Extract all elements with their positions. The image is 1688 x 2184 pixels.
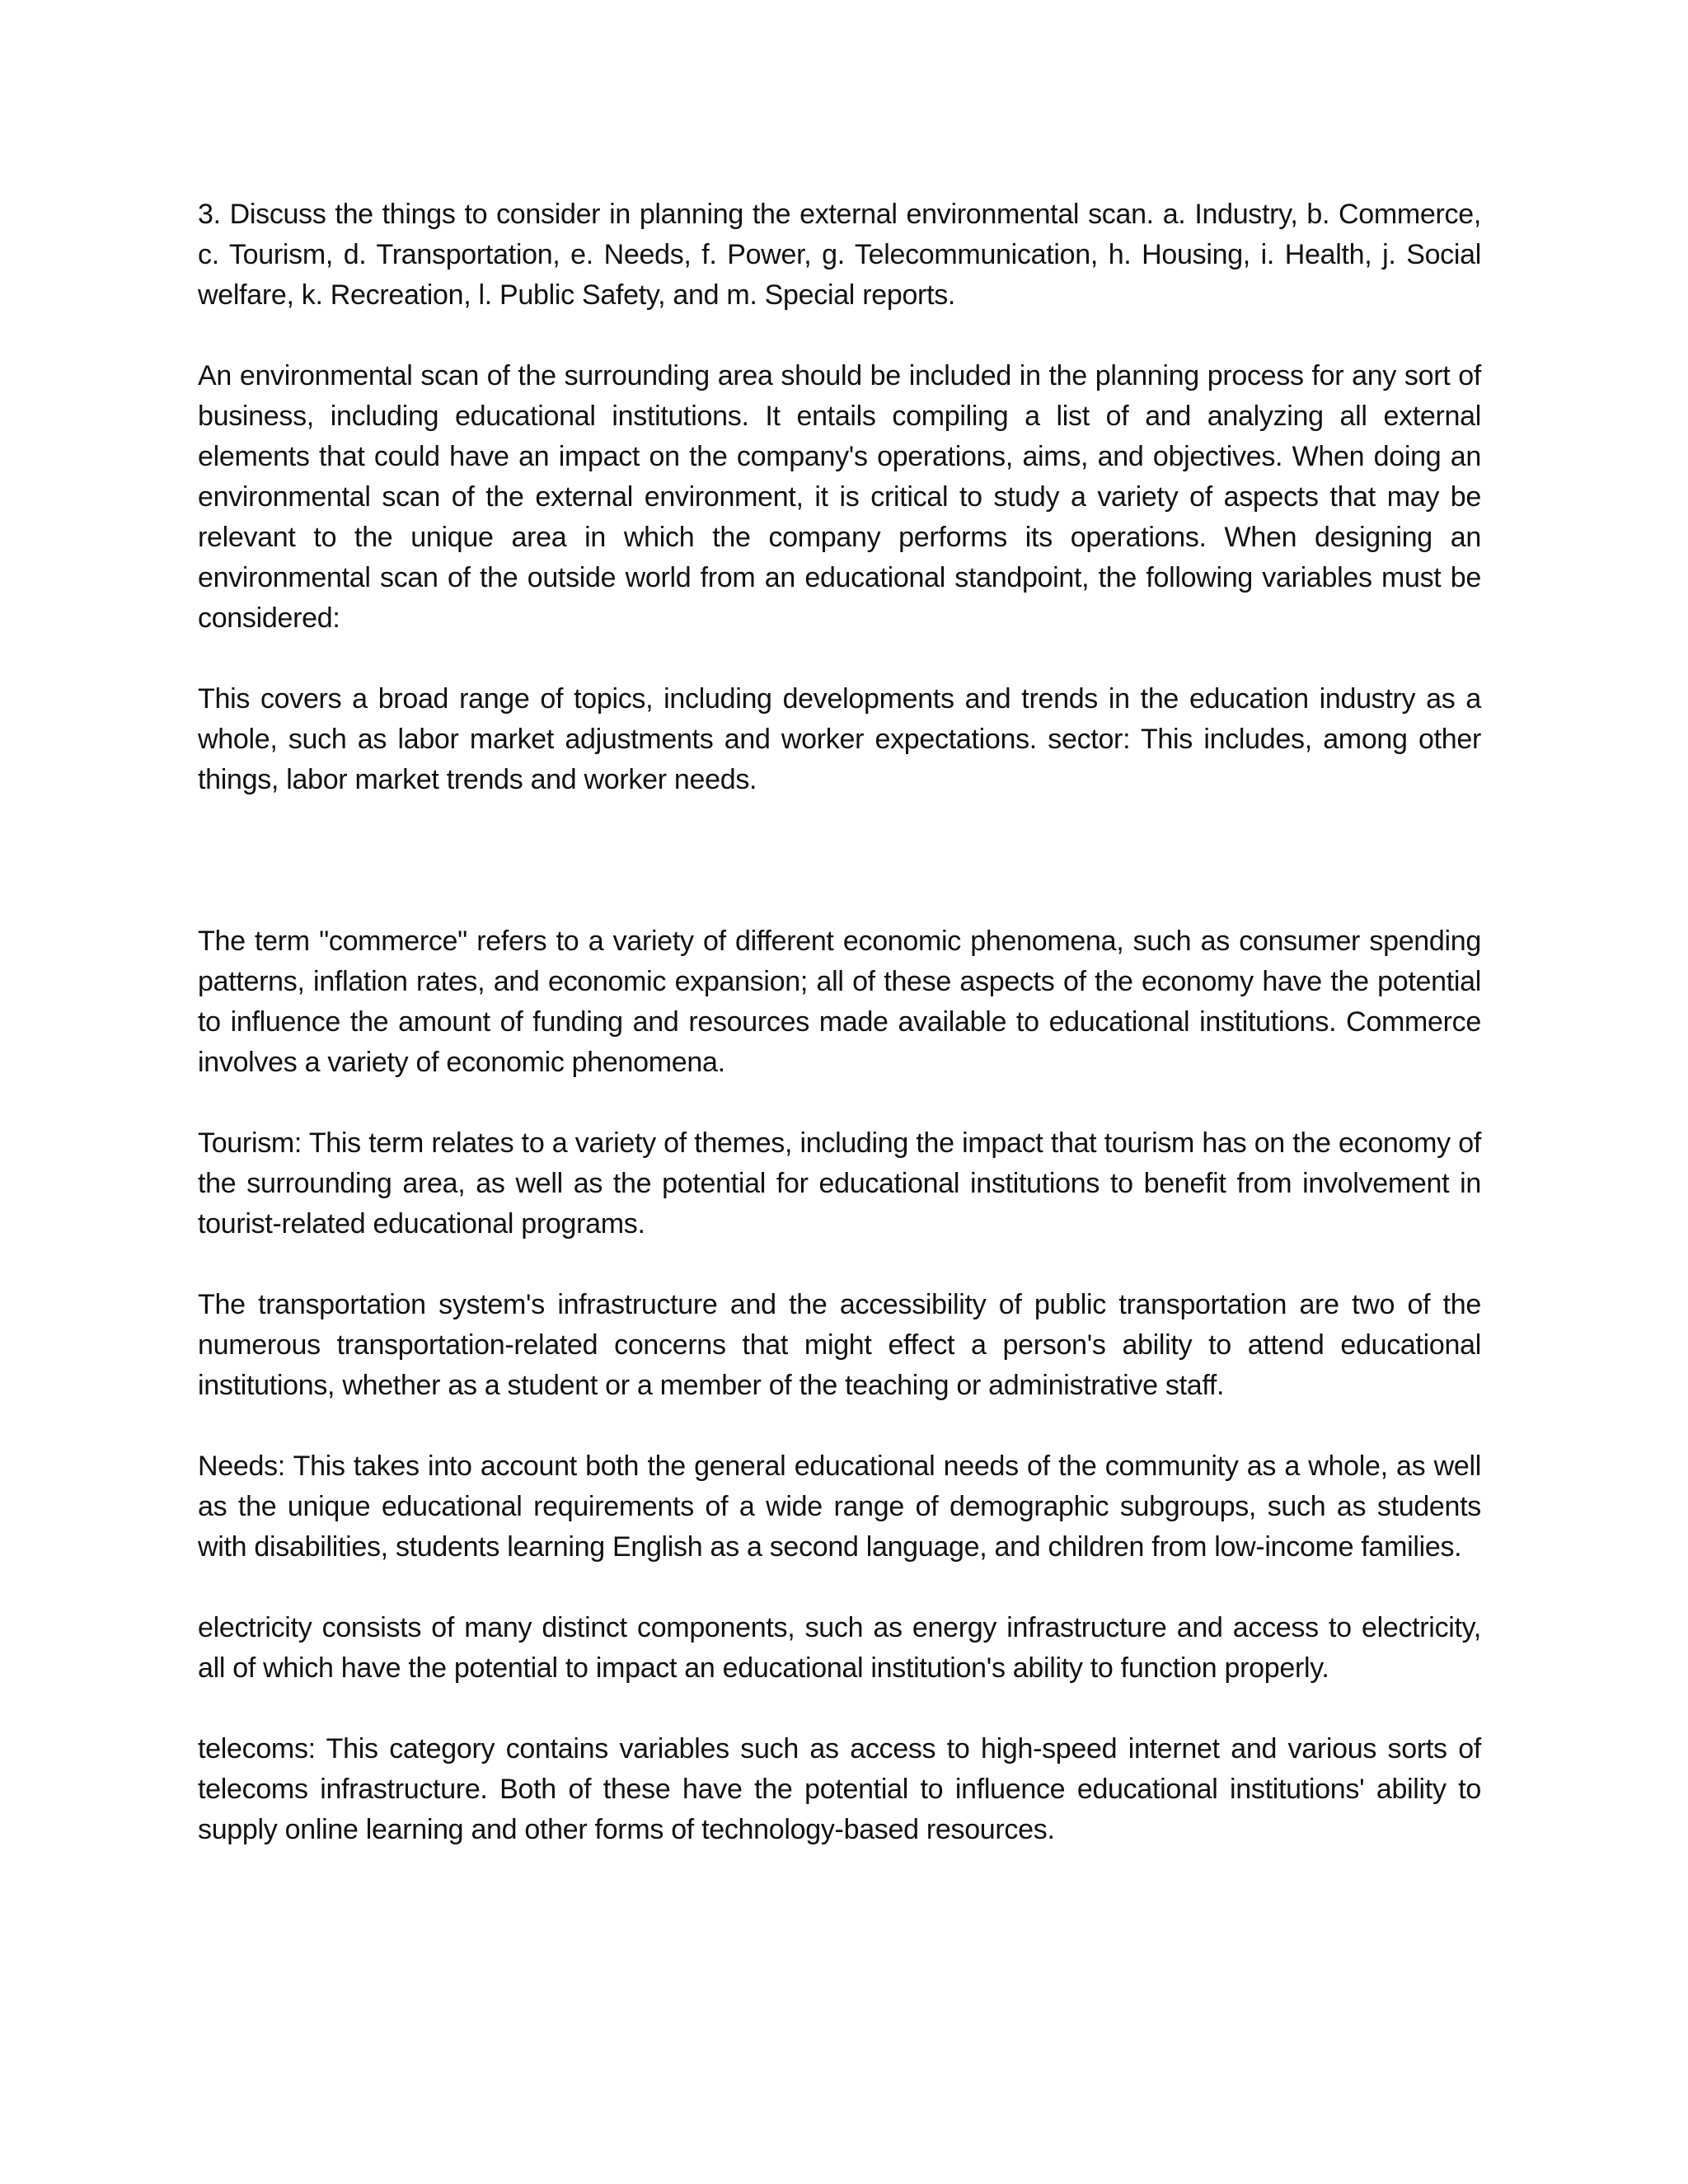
- tourism-paragraph: Tourism: This term relates to a variety of themes, including the impact that tourism has on the economy of the surrounding area, as well as the potential for educational institutions to benefit from involvement in tourist-related educational programs.: [198, 1127, 1481, 1240]
- needs-paragraph: Needs: This takes into account both the general educational needs of the community as a whole, as well as the unique educational requirements of a wide range of demographic subgroups, such as students with disabilities, students learning English as a second language, and children from low-income families.: [198, 1451, 1481, 1563]
- telecommunication-paragraph: telecoms: This category contains variables such as access to high-speed internet and various sorts of telecoms infrastructure. Both of these have the potential to influence educational institutions' ability to supply online learning and other forms of technology-based resources.: [198, 1733, 1481, 1845]
- power-paragraph: electricity consists of many distinct components, such as energy infrastructure and access to electricity, all of which have the potential to impact an educational institution's ability to function properly.: [198, 1612, 1481, 1684]
- document-body: [198, 194, 1481, 1891]
- transportation-paragraph: The transportation system's infrastructure and the accessibility of public transportation are two of the numerous transportation-related concerns that might effect a person's ability to attend educational institutions, whether as a student or a member of the teaching or administrative staff.: [198, 1289, 1481, 1401]
- industry-paragraph: This covers a broad range of topics, including developments and trends in the education industry as a whole, such as labor market adjustments and worker expectations. sector: This includes, among other things, labor market trends and worker needs.: [198, 683, 1481, 795]
- intro-paragraph: An environmental scan of the surrounding area should be included in the planning process for any sort of business, including educational institutions. It entails compiling a list of and analyzing all external elements that could have an impact on the company's operations, aims, and objectives. When doing an environmental scan of the external environment, it is critical to study a variety of aspects that may be relevant to the unique area in which the company performs its operations. When designing an environmental scan of the outside world from an educational standpoint, the following variables must be considered:: [198, 360, 1481, 634]
- commerce-paragraph: The term "commerce" refers to a variety of different economic phenomena, such as consumer spending patterns, inflation rates, and economic expansion; all of these aspects of the economy have the potential to influence the amount of funding and resources made available to educational institutions. Commerce involves a variety of economic phenomena.: [198, 926, 1481, 1078]
- question-paragraph: 3. Discuss the things to consider in planning the external environmental scan. a. Industry, b. Commerce, c. Tourism, d. Transportation, e. Needs, f. Power, g. Telecommunication, h. Housing, i. Health, j. Social welfare, k. Recreation, l. Public Safety, and m. Special reports.: [198, 199, 1481, 311]
